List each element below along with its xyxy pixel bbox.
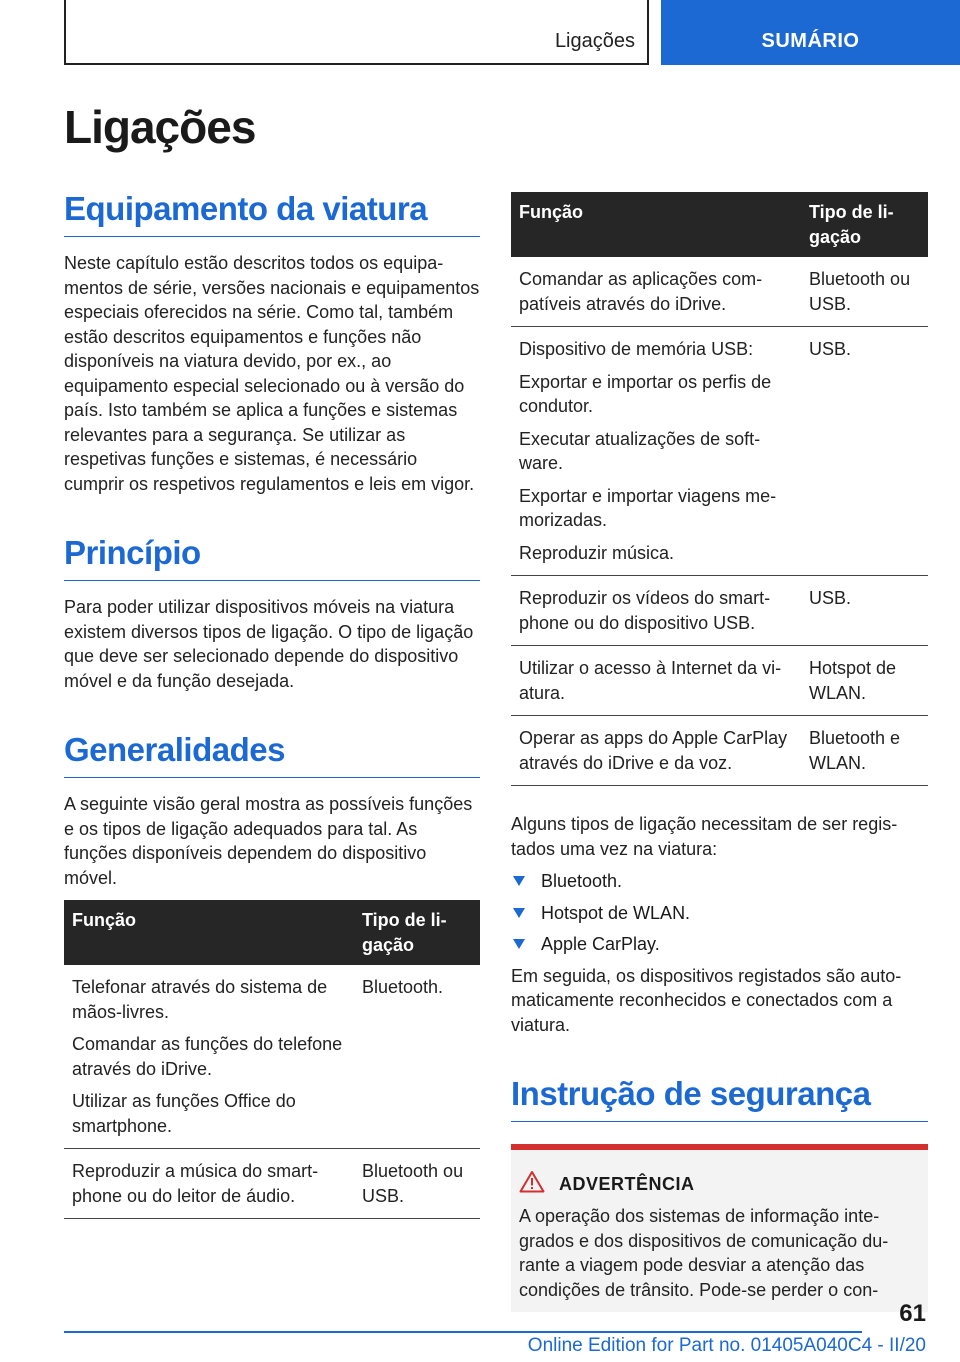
cell-funcao (511, 327, 801, 576)
warning-box (511, 1144, 928, 1312)
list-item (511, 932, 928, 957)
paragraph-principio: Para poder utilizar dispositivos móveis na viatura existem diversos tipos de ligação. O tipo de ligação que deve ser selecionado depende do dispositivo móvel e da função desejada. (64, 597, 474, 691)
cell-text: Utilizar as funções Office do smartphone. (72, 1091, 296, 1136)
footer-edition: Online Edition for Part no. 01405A040C4 - II/20 (527, 1335, 926, 1356)
cell-text: Reproduzir música. (519, 542, 675, 563)
paragraph-equipamento: Neste capítulo estão descritos todos os equipamentos de série, versões nacionais e equipamentos especiais oferecidos na série. Como tal, também estão descritos equipamentos e funções não disponíveis na viatura devido, por ex., ao equipamento especial selecionado ou à versão do país. Isto também se aplica a funções e sistemas relevantes para a segurança. Se utilizar as respetivas funções e sistemas, é necessário cumprir os respetivos regulamentos e leis em vigor. (64, 253, 480, 494)
triangle-bullet-icon (513, 908, 525, 918)
table-row (511, 646, 928, 716)
cell-text: Reproduzir a música do smartphone ou do leitor de áudio. (72, 1161, 319, 1206)
cell-funcao (511, 576, 801, 646)
table-row (64, 965, 480, 1149)
summary-button-label: SUMÁRIO (761, 30, 860, 52)
col-header-funcao: Função (511, 192, 801, 257)
summary-button[interactable] (661, 0, 960, 65)
cell-funcao (511, 716, 801, 786)
col-header-tipo: Tipo de ligação (354, 900, 480, 965)
connection-table-left (64, 900, 480, 1219)
table-row (64, 1149, 480, 1219)
header-section-tab (64, 0, 649, 65)
cell-text: Exportar e importar os perfis de condutor. (519, 371, 772, 416)
cell-text: Reproduzir os vídeos do smartphone ou do dispositivo USB. (519, 588, 771, 633)
heading-seguranca: Instrução de segurança (511, 1075, 928, 1122)
table-row (511, 327, 928, 576)
cell-funcao (64, 965, 354, 1149)
heading-generalidades: Generalidades (64, 731, 480, 778)
right-column (511, 192, 928, 1312)
cell-tipo: USB. (801, 327, 928, 576)
cell-tipo: USB. (801, 576, 928, 646)
cell-funcao (511, 646, 801, 716)
list-item-text: Apple CarPlay. (541, 934, 660, 954)
cell-funcao (64, 1149, 354, 1219)
cell-text: Telefonar através do sistema de mãos-livres. (72, 977, 328, 1022)
cell-tipo: Hotspot de WLAN. (801, 646, 928, 716)
cell-text: Utilizar o acesso à Internet da viatura. (519, 658, 782, 703)
table-row (511, 716, 928, 786)
warning-title: ADVERTÊNCIA (559, 1173, 695, 1194)
warning-text: A operação dos sistemas de informação integrados e dos dispositivos de comunicação durante a viagem pode desviar a atenção das condições de trânsito. Pode-se perder o con- (519, 1206, 889, 1300)
cell-text: Comandar as funções do telefone através do iDrive. (72, 1034, 343, 1079)
list-item (511, 901, 928, 926)
table-header-row (511, 192, 928, 257)
cell-text: Dispositivo de memória USB: (519, 339, 754, 359)
warning-triangle-icon (519, 1170, 545, 1198)
cell-funcao (511, 257, 801, 327)
warning-header (519, 1170, 920, 1198)
heading-principio: Princípio (64, 534, 480, 581)
cell-tipo: Bluetooth ou USB. (801, 257, 928, 327)
cell-text: Operar as apps do Apple CarPlay através do iDrive e da voz. (519, 728, 788, 773)
heading-equipamento: Equipamento da viatura (64, 190, 480, 237)
table-row (511, 576, 928, 646)
connection-table-right (511, 192, 928, 786)
list-item-text: Hotspot de WLAN. (541, 902, 691, 923)
triangle-bullet-icon (513, 939, 525, 949)
list-item-text: Bluetooth. (541, 871, 623, 891)
col-header-tipo: Tipo de ligação (801, 192, 928, 257)
cell-text: Comandar as aplicações compatíveis através do iDrive. (519, 269, 763, 314)
table-header-row (64, 900, 480, 965)
cell-tipo: Bluetooth e WLAN. (801, 716, 928, 786)
header-section-label: Ligações (554, 30, 635, 52)
triangle-bullet-icon (513, 876, 525, 886)
page-number: 61 (899, 1300, 926, 1327)
paragraph-seguida: Em seguida, os dispositivos registados são automaticamente reconhecidos e conectados com a viatura. (511, 965, 902, 1035)
bullet-list (511, 869, 928, 957)
cell-text: Executar atualizações de software. (519, 428, 761, 473)
footer-divider (64, 1331, 862, 1333)
cell-text: Exportar e importar viagens memorizadas. (519, 485, 777, 530)
table-row (511, 257, 928, 327)
paragraph-generalidades: A seguinte visão geral mostra as possíveis funções e os tipos de ligação adequados para tal. As funções disponíveis dependem do dispositivo móvel. (64, 794, 473, 888)
cell-tipo: Bluetooth ou USB. (354, 1149, 480, 1219)
page-title: Ligações (64, 101, 256, 153)
cell-tipo: Bluetooth. (354, 965, 480, 1149)
list-item (511, 869, 928, 894)
left-column (64, 190, 480, 1219)
col-header-funcao: Função (64, 900, 354, 965)
paragraph-registo: Alguns tipos de ligação necessitam de ser registados uma vez na viatura: (511, 814, 898, 859)
